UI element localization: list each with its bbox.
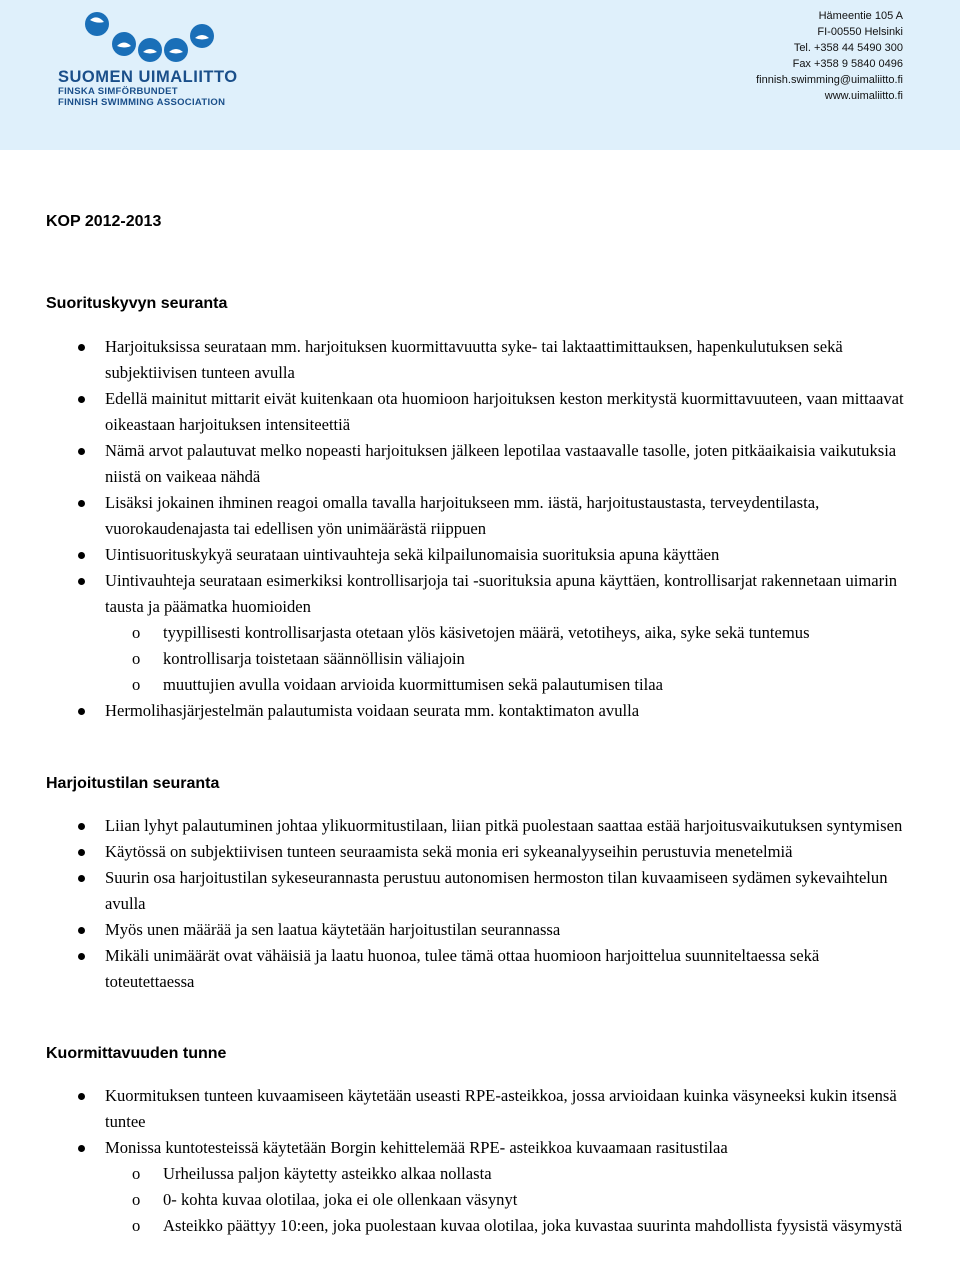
list-item — [0, 813, 960, 839]
section-heading: Harjoitustilan seuranta — [46, 775, 220, 792]
list-item-text: Käytössä on subjektiivisen tunteen seuraamista sekä monia eri sykeanalyyseihin perustuvia menetelmiä — [105, 842, 793, 861]
contact-city: FI-00550 Helsinki — [817, 26, 903, 38]
circle-bullet-icon: o — [132, 1190, 141, 1209]
section-heading: Kuormittavuuden tunne — [46, 1045, 227, 1062]
sub-list-item — [105, 672, 912, 698]
bullet-icon — [78, 448, 85, 455]
list-item — [0, 1083, 960, 1135]
sub-list-item-text: tyypillisesti kontrollisarjasta otetaan ylös käsivetojen määrä, vetotiheys, aika, syke sekä tuntemus — [163, 623, 810, 642]
list-item-text: Harjoituksissa seurataan mm. harjoituksen kuormittavuutta syke- tai laktaattimittauksen, hapenkulutuksen sekä subjektiivisen tunteen avulla — [105, 337, 843, 382]
bullet-icon — [78, 1093, 85, 1100]
contact-phone: Tel. +358 44 5490 300 — [793, 42, 903, 54]
bullet-icon — [78, 1145, 85, 1152]
circle-bullet-icon: o — [132, 649, 141, 668]
sub-list-item-text: Urheilussa paljon käytetty asteikko alkaa nollasta — [163, 1164, 492, 1183]
bullet-icon — [78, 552, 85, 559]
list-item-text: Monissa kuntotesteissä käytetään Borgin kehittelemää RPE- asteikkoa kuvaamaan rasitustilaa — [105, 1138, 728, 1157]
contact-fax: Fax +358 9 5840 0496 — [792, 58, 903, 70]
bullet-icon — [78, 823, 85, 830]
list-item-text: Uintisuorituskykyä seurataan uintivauhteja sekä kilpailunomaisia suorituksia apuna käyttäen — [105, 545, 720, 564]
list-item — [0, 334, 960, 386]
circle-bullet-icon: o — [132, 675, 141, 694]
list-item — [0, 917, 960, 943]
list-item-text: Nämä arvot palautuvat melko nopeasti harjoituksen jälkeen lepotilaa vastaavalle tasolle, joten pitkäaikaisia vaikutuksia niistä on vaikeaa nähdä — [105, 441, 897, 486]
sub-list-item-text: 0- kohta kuvaa olotilaa, joka ei ole ollenkaan väsynyt — [163, 1190, 518, 1209]
list-item — [0, 1135, 960, 1239]
circle-bullet-icon: o — [132, 623, 141, 642]
bullet-list — [0, 334, 960, 724]
list-item — [0, 490, 960, 542]
contact-street: Hämeentie 105 A — [818, 10, 903, 22]
list-item — [0, 698, 960, 724]
bullet-icon — [78, 849, 85, 856]
list-item-text: Kuormituksen tunteen kuvaamiseen käytetään useasti RPE-asteikkoa, jossa arvioidaan kuinka väsyneeksi kukin itsensä tuntee — [105, 1086, 897, 1131]
list-item-text: Liian lyhyt palautuminen johtaa ylikuormitustilaan, liian pitkä puolestaan saattaa estää harjoitusvaikutuksen syntymisen — [105, 816, 903, 835]
sub-list — [105, 1161, 912, 1239]
sub-list-item-text: muuttujien avulla voidaan arvioida kuormittumisen sekä palautumisen tilaa — [163, 675, 663, 694]
list-item-text: Suurin osa harjoitustilan sykeseurannasta perustuu autonomisen hermoston tilan kuvaamiseen sydämen sykevaihtelun avulla — [105, 868, 888, 913]
bullet-list — [0, 813, 960, 995]
bullet-icon — [78, 396, 85, 403]
logo-line-1: SUOMEN UIMALIITTO — [58, 68, 238, 86]
sub-list-item — [105, 1213, 912, 1239]
list-item-text: Mikäli unimäärät ovat vähäisiä ja laatu huonoa, tulee tämä ottaa huomioon harjoittelua suunniteltaessa sekä toteutettaessa — [105, 946, 820, 991]
list-item — [0, 438, 960, 490]
bullet-icon — [78, 500, 85, 507]
circle-bullet-icon: o — [132, 1164, 141, 1183]
list-item — [0, 542, 960, 568]
list-item — [0, 386, 960, 438]
list-item — [0, 943, 960, 995]
contact-block — [756, 8, 903, 104]
list-item-text: Lisäksi jokainen ihminen reagoi omalla tavalla harjoitukseen mm. iästä, harjoitustaustasta, terveydentilasta, vuorokaudenajasta tai edellisen yön unimäärästä riippuen — [105, 493, 820, 538]
bullet-icon — [78, 578, 85, 585]
bullet-icon — [78, 708, 85, 715]
list-item-text: Uintivauhteja seurataan esimerkiksi kontrollisarjoja tai -suorituksia apuna käyttäen, kontrollisarjat rakennetaan uimarin tausta ja päämatka huomioiden — [105, 571, 898, 616]
sub-list-item — [105, 646, 912, 672]
sub-list-item — [105, 1161, 912, 1187]
sub-list-item-text: kontrollisarja toistetaan säännöllisin väliajoin — [163, 649, 465, 668]
list-item — [0, 839, 960, 865]
list-item — [0, 865, 960, 917]
sub-list-item — [105, 1187, 912, 1213]
sub-list — [105, 620, 912, 698]
sub-list-item — [105, 620, 912, 646]
contact-email: finnish.swimming@uimaliitto.fi — [756, 74, 903, 86]
circle-bullet-icon: o — [132, 1216, 141, 1235]
bullet-icon — [78, 927, 85, 934]
sub-list-item-text: Asteikko päättyy 10:een, joka puolestaan kuvaa olotilaa, joka kuvastaa suurinta mahdollista fyysistä väsymystä — [163, 1216, 903, 1235]
logo-line-2: FINSKA SIMFÖRBUNDET — [58, 86, 178, 97]
logo-wordmark — [58, 68, 238, 108]
section-heading: Suorituskyvyn seuranta — [46, 295, 228, 312]
list-item-text: Hermolihasjärjestelmän palautumista voidaan seurata mm. kontaktimaton avulla — [105, 701, 640, 720]
bullet-icon — [78, 344, 85, 351]
contact-website: www.uimaliitto.fi — [824, 90, 903, 102]
list-item-text: Myös unen määrää ja sen laatua käytetään harjoitustilan seurannassa — [105, 920, 561, 939]
bullet-icon — [78, 953, 85, 960]
document-title: KOP 2012-2013 — [46, 213, 162, 230]
list-item-text: Edellä mainitut mittarit eivät kuitenkaan ota huomioon harjoituksen keston merkitystä kuormittavuuteen, vaan mittaavat oikeastaan harjoituksen intensiteettiä — [105, 389, 904, 434]
letterhead-band — [0, 0, 960, 150]
logo-line-3: FINNISH SWIMMING ASSOCIATION — [58, 97, 226, 108]
bullet-icon — [78, 875, 85, 882]
list-item — [0, 568, 960, 698]
bullet-list — [0, 1083, 960, 1239]
